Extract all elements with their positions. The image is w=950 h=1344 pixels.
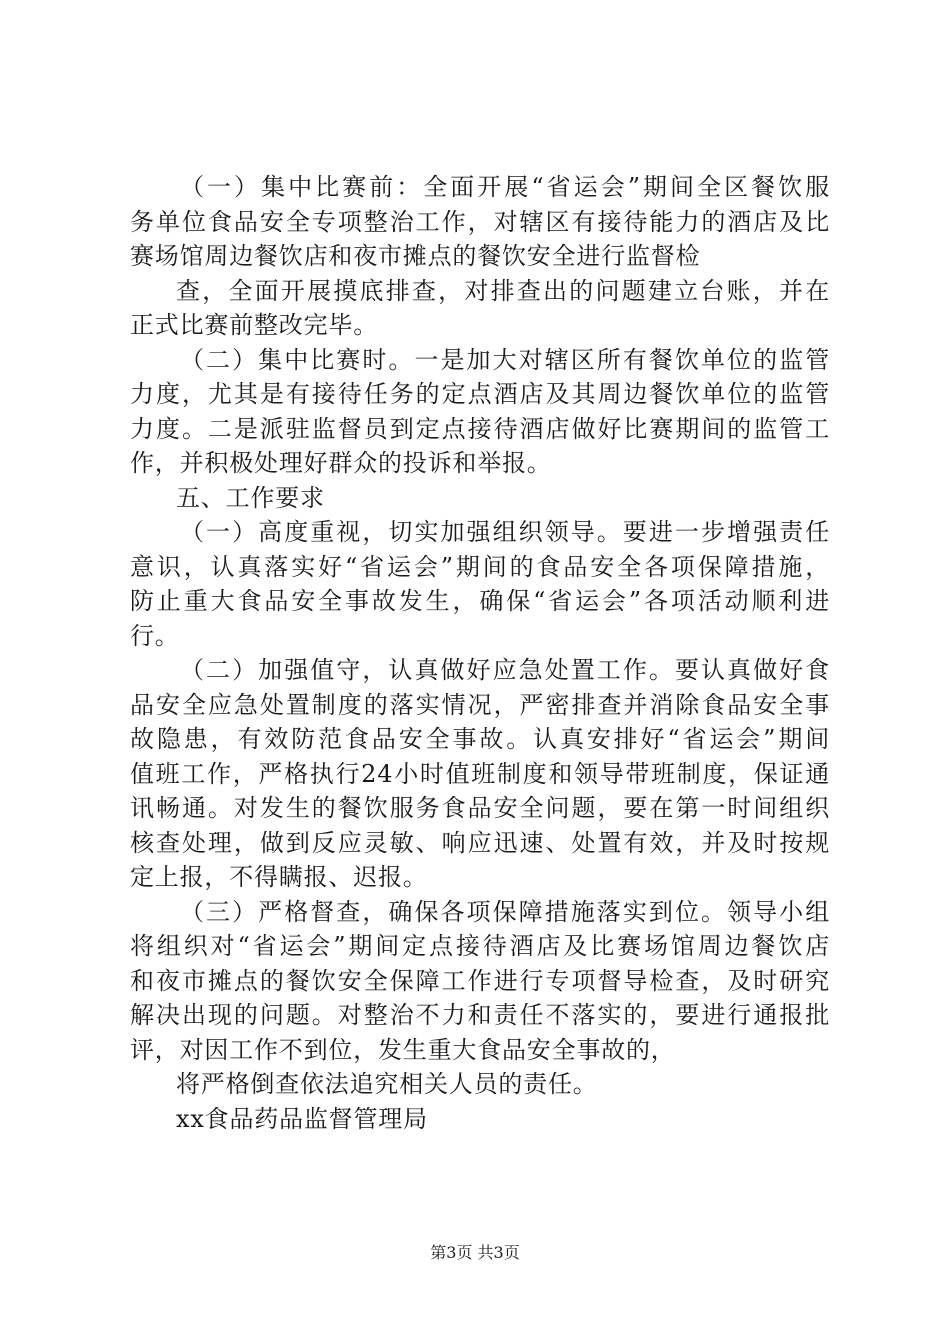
- text-line: （三）严格督查，确保各项保障措施落实到位。领导小组: [180, 897, 830, 926]
- text-line: 防止重大食品安全事故发生，确保“省运会”各项活动顺利进: [130, 587, 830, 615]
- text-line: 解决出现的问题。对整治不力和责任不落实的，要进行通报批: [130, 1001, 830, 1029]
- text-line: （二）加强值守，认真做好应急处置工作。要认真做好食: [180, 656, 830, 684]
- text-line: 和夜市摊点的餐饮安全保障工作进行专项督导检查，及时研究: [130, 966, 830, 995]
- document-body: [130, 170, 830, 1136]
- text-line: 故隐患，有效防范食品安全事故。认真安排好“省运会”期间: [130, 725, 830, 753]
- text-line: 务单位食品安全专项整治工作，对辖区有接待能力的酒店及比: [130, 207, 830, 236]
- text-line: （一）集中比赛前：全面开展“省运会”期间全区餐饮服: [180, 173, 830, 201]
- text-line: 核查处理，做到反应灵敏、响应迅速、处置有效，并及时按规: [130, 828, 830, 857]
- text-line: 力度，尤其是有接待任务的定点酒店及其周边餐饮单位的监管: [130, 380, 830, 408]
- section-heading: 五、工作要求: [176, 483, 325, 512]
- page-footer: 第3页 共3页: [430, 1243, 520, 1262]
- text-line: 正式比赛前整改完毕。: [130, 311, 378, 339]
- text-line: 评，对因工作不到位，发生重大食品安全事故的，: [130, 1035, 676, 1064]
- text-line: 将严格倒查依法追究相关人员的责任。: [176, 1070, 598, 1098]
- text-line: 意识，认真落实好“省运会”期间的食品安全各项保障措施，: [130, 552, 830, 581]
- text-line: 力度。二是派驻监督员到定点接待酒店做好比赛期间的监管工: [130, 414, 830, 443]
- text-line: 品安全应急处置制度的落实情况，严密排查并消除食品安全事: [130, 690, 830, 719]
- text-line: 查，全面开展摸底排查，对排查出的问题建立台账，并在: [176, 276, 830, 305]
- text-line: 行。: [130, 621, 180, 650]
- text-line: 作，并积极处理好群众的投诉和举报。: [130, 449, 552, 477]
- text-line: 赛场馆周边餐饮店和夜市摊点的餐饮安全进行监督检: [130, 242, 701, 270]
- text-line: 定上报，不得瞒报、迟报。: [130, 863, 428, 891]
- text-line: 讯畅通。对发生的餐饮服务食品安全问题，要在第一时间组织: [130, 794, 830, 822]
- text-line: （一）高度重视，切实加强组织领导。要进一步增强责任: [180, 518, 830, 546]
- text-line: 值班工作，严格执行24小时值班制度和领导带班制度，保证通: [130, 759, 830, 788]
- text-line: 将组织对“省运会”期间定点接待酒店及比赛场馆周边餐饮店: [130, 932, 830, 960]
- text-line: （二）集中比赛时。一是加大对辖区所有餐饮单位的监管: [180, 345, 830, 374]
- signature-line: xx食品药品监督管理局: [176, 1104, 428, 1133]
